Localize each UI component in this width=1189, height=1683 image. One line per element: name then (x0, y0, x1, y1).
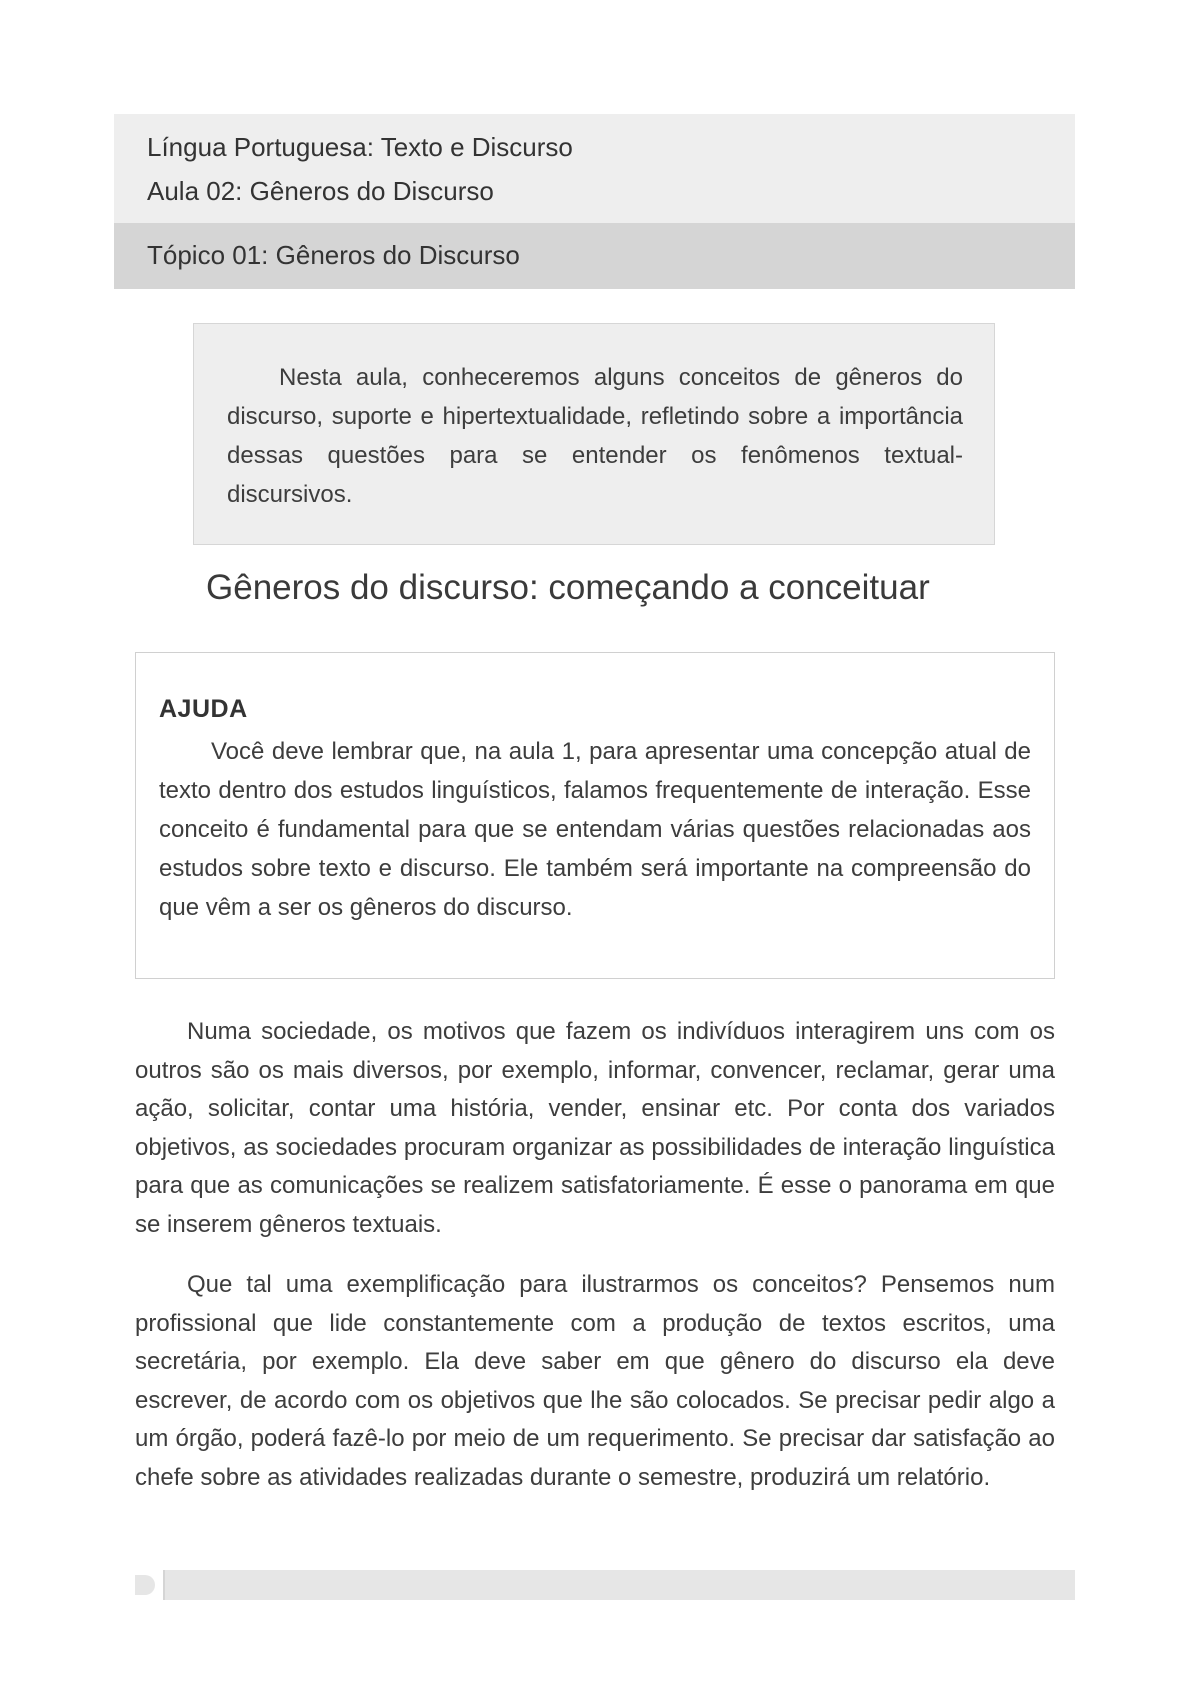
intro-box (193, 323, 995, 545)
body-paragraph-2: Que tal uma exemplificação para ilustrarmos os conceitos? Pensemos num profissional que lide constantemente com a produção de textos escritos, uma secretária, por exemplo. Ela deve saber em que gênero do discurso ela deve escrever, de acordo com os objetivos que lhe são colocados. Se precisar pedir algo a um órgão, poderá fazê-lo por meio de um requerimento. Se precisar dar satisfação ao chefe sobre as atividades realizadas durante o semestre, produzirá um relatório. (135, 1271, 1055, 1491)
lesson-title: Aula 02: Gêneros do Discurso (147, 176, 494, 206)
body-paragraph-1: Numa sociedade, os motivos que fazem os indivíduos interagirem uns com os outros são os mais diversos, por exemplo, informar, convencer, reclamar, gerar uma ação, solicitar, contar uma história, vender, ensinar etc. Por conta dos variados objetivos, as sociedades procuram organizar as possibilidades de interação linguística para que as comunicações se realizem satisfatoriamente. É esse o panorama em que se inserem gêneros textuais. (135, 1018, 1055, 1238)
intro-text: Nesta aula, conheceremos alguns conceitos de gêneros do discurso, suporte e hipertextualidade, refletindo sobre a importância dessas questões para se entender os fenômenos textual-discursivos. (227, 364, 963, 508)
help-text: Você deve lembrar que, na aula 1, para apresentar uma concepção atual de texto dentro dos estudos linguísticos, falamos frequentemente de interação. Esse conceito é fundamental para que se entendam várias questões relacionadas aos estudos sobre texto e discurso. Ele também será importante na compreensão do que vêm a ser os gêneros do discurso. (159, 738, 1031, 921)
section-title: Gêneros do discurso: começando a conceituar (206, 568, 930, 607)
help-box (135, 652, 1055, 979)
course-title: Língua Portuguesa: Texto e Discurso (147, 132, 573, 162)
bottom-bar (135, 1570, 1075, 1600)
topic-header (114, 223, 1075, 289)
page-tab-icon (135, 1570, 165, 1600)
help-title: AJUDA (159, 695, 248, 723)
course-header (114, 114, 1075, 223)
topic-title: Tópico 01: Gêneros do Discurso (147, 240, 520, 270)
